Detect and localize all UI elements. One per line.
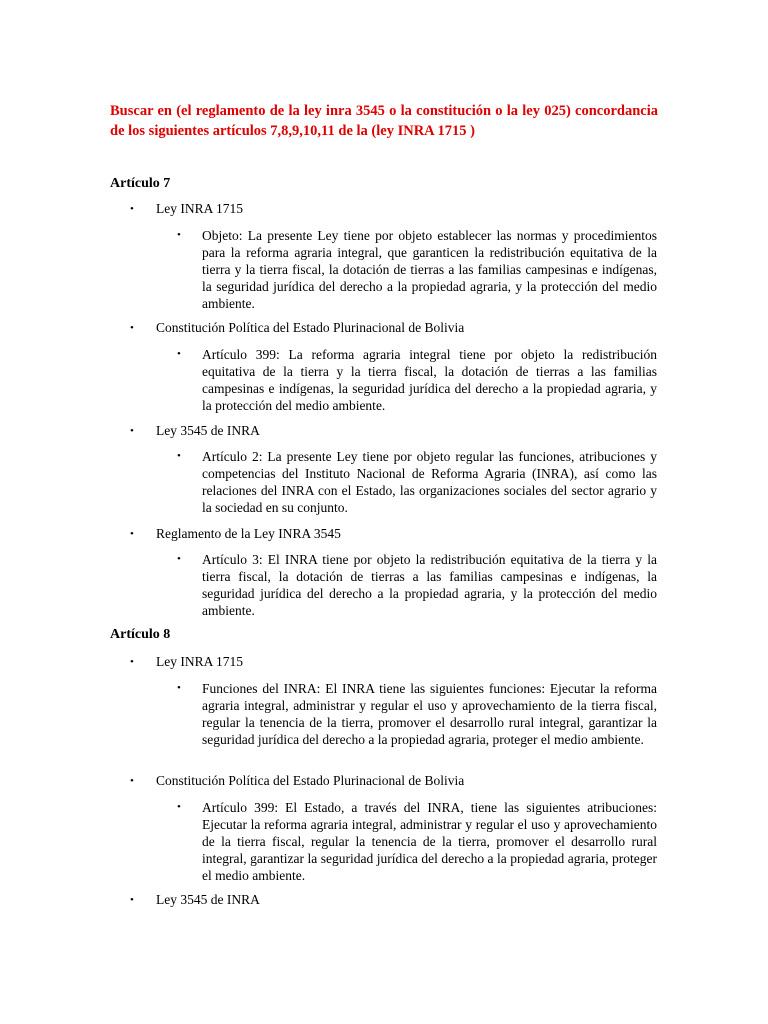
bullet-icon: • [130, 322, 134, 334]
sub-list-item [177, 680, 657, 748]
list-item [130, 772, 465, 790]
sub-list-item [177, 551, 657, 619]
bullet-icon: • [130, 656, 134, 668]
sub-list-item-text: Artículo 3: El INRA tiene por objeto la redistribución equitativa de la tierra y la tierra fiscal, la dotación de tierras a las familias campesinas e indígenas, la seguridad jurídica del derecho a la propiedad agraria, y la protección del medio ambiente. [202, 552, 657, 618]
list-item-label: Constitución Política del Estado Plurinacional de Bolivia [156, 320, 465, 335]
sub-list-item [177, 799, 657, 884]
bullet-icon: • [130, 528, 134, 540]
list-item-label: Reglamento de la Ley INRA 3545 [156, 526, 341, 541]
sub-list-item-text: Artículo 399: La reforma agraria integral tiene por objeto la redistribución equitativa de la tierra y la tierra fiscal, la dotación de tierras a las familias campesinas e indígenas, la seguridad jurídica del derecho a la propiedad agraria, y la protección del medio ambiente. [202, 347, 657, 413]
bullet-icon: • [177, 553, 181, 565]
list-item [130, 422, 260, 440]
bullet-icon: • [130, 894, 134, 906]
list-item [130, 200, 243, 218]
list-item-label: Ley 3545 de INRA [156, 423, 260, 438]
bullet-icon: • [130, 203, 134, 215]
sub-list-item-text: Funciones del INRA: El INRA tiene las siguientes funciones: Ejecutar la reforma agraria integral, administrar y regular el uso y aprovechamiento de la tierra fiscal, regular la tenencia de la tierra, promover el desarrollo rural integral, garantizar la seguridad jurídica del derecho a la propiedad agraria, proteger el medio ambiente. [202, 681, 657, 747]
sub-list-item [177, 346, 657, 414]
bullet-icon: • [177, 348, 181, 360]
list-item [130, 525, 341, 543]
article-title: Artículo 8 [110, 627, 171, 642]
list-item [130, 653, 243, 671]
sub-list-item-text: Artículo 399: El Estado, a través del INRA, tiene las siguientes atribuciones: Ejecutar la reforma agraria integral, administrar y regular el uso y aprovechamiento de la tierra fiscal, regular la tenencia de la tierra, promover el desarrollo rural integral, garantizar la seguridad jurídica del derecho a la propiedad agraria, proteger el medio ambiente. [202, 800, 657, 883]
bullet-icon: • [130, 425, 134, 437]
bullet-icon: • [177, 229, 181, 241]
list-item [130, 891, 260, 909]
list-item-label: Ley 3545 de INRA [156, 892, 260, 907]
bullet-icon: • [177, 801, 181, 813]
bullet-icon: • [177, 450, 181, 462]
list-item-label: Ley INRA 1715 [156, 201, 243, 216]
bullet-icon: • [130, 775, 134, 787]
list-item-label: Constitución Política del Estado Plurinacional de Bolivia [156, 773, 465, 788]
list-item [130, 319, 465, 337]
article-title: Artículo 7 [110, 176, 171, 191]
sub-list-item [177, 227, 657, 312]
bullet-icon: • [177, 682, 181, 694]
sub-list-item [177, 448, 657, 516]
list-item-label: Ley INRA 1715 [156, 654, 243, 669]
sub-list-item-text: Objeto: La presente Ley tiene por objeto establecer las normas y procedimientos para la reforma agraria integral, que garanticen la redistribución equitativa de la tierra y la tierra fiscal, la dotación de tierras a las familias campesinas e indígenas, la seguridad jurídica del derecho a la propiedad agraria, y la protección del medio ambiente. [202, 228, 657, 311]
sub-list-item-text: Artículo 2: La presente Ley tiene por objeto regular las funciones, atribuciones y competencias del Instituto Nacional de Reforma Agraria (INRA), así como las relaciones del INRA con el Estado, las organizaciones sociales del sector agrario y la sociedad en su conjunto. [202, 449, 657, 515]
document-heading: Buscar en (el reglamento de la ley inra 3545 o la constitución o la ley 025) concordancia de los siguientes artículos 7,8,9,10,11 de la (ley INRA 1715 ) [110, 103, 658, 139]
